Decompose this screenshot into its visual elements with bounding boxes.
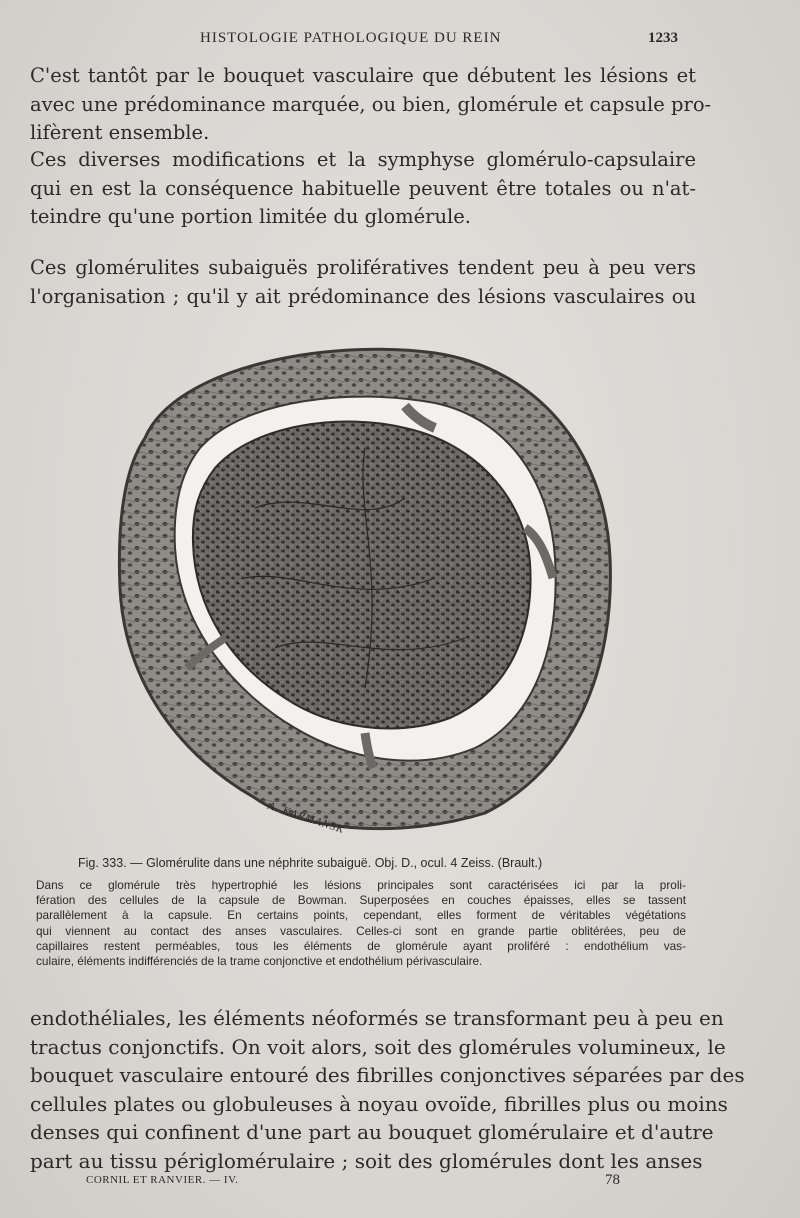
- text-line: part au tissu périglomérulaire ; soit des glomérules dont les anses: [30, 1148, 703, 1173]
- running-title: HISTOLOGIE PATHOLOGIQUE DU REIN: [200, 30, 502, 46]
- caption-line: Dans ce glomérule très hypertrophié les lésions principales sont caractérisées ici par la proli-: [36, 878, 686, 892]
- text-line: l'organisation ; qu'il y ait prédominance des lésions vasculaires ou: [30, 284, 696, 308]
- caption-line: qui viennent au contact des anses vasculaires. Celles-ci sont en grande partie oblitérées, peu de: [36, 923, 686, 938]
- caption-line: culaire, éléments indifférenciés de la trame conjonctive et endothélium périvasculaire.: [36, 953, 483, 968]
- text-line: teindre qu'une portion limitée du glomérule.: [30, 205, 471, 229]
- paragraph-2: [30, 146, 696, 232]
- text-line: cellules plates ou globuleuses à noyau ovoïde, fibrilles plus ou moins: [30, 1091, 728, 1116]
- text-line: C'est tantôt par le bouquet vasculaire que débutent les lésions et: [30, 64, 696, 87]
- figure-caption-body: [36, 878, 686, 969]
- glomerulus-illustration: [105, 328, 620, 838]
- caption-line: parallèlement à la capsule. En certains points, cependant, elles forment de véritables végétations: [36, 908, 686, 923]
- caption-line: fération des cellules de la capsule de Bowman. Superposées en couches épaisses, elles se tassent: [36, 893, 686, 908]
- page-header: [0, 30, 800, 54]
- page-footer: [0, 1172, 800, 1192]
- text-line: qui en est la conséquence habituelle peuvent être totales ou n'at-: [30, 176, 696, 200]
- text-line: Ces diverses modifications et la symphyse glomérulo-capsulaire: [30, 148, 696, 171]
- text-line: avec une prédominance marquée, ou bien, glomérule et capsule pro-: [30, 92, 712, 116]
- page-number: 1233: [648, 30, 678, 46]
- figure-caption-title: Fig. 333. — Glomérulite dans une néphrite subaiguë. Obj. D., ocul. 4 Zeiss. (Brault.): [78, 856, 543, 870]
- caption-line: capillaires restent perméables, tous les éléments de glomérule ayant proliféré : endothélium vas-: [36, 938, 686, 953]
- text-line: tractus conjonctifs. On voit alors, soit des glomérules volumineux, le: [30, 1034, 726, 1059]
- illustrator-signature: A. KARMANSK: [266, 800, 347, 837]
- paragraph-3: [30, 254, 696, 311]
- text-line: denses qui confinent d'une part au bouquet glomérulaire et d'autre: [30, 1120, 714, 1145]
- paragraph-1: [30, 62, 712, 148]
- footer-label: CORNIL ET RANVIER. — IV.: [86, 1174, 239, 1186]
- paragraph-4: [30, 1004, 745, 1176]
- text-line: lifèrent ensemble.: [30, 121, 210, 145]
- text-line: endothéliales, les éléments néoformés se transformant peu à peu en: [30, 1006, 724, 1030]
- text-line: Ces glomérulites subaiguës prolifératives tendent peu à peu vers: [30, 256, 696, 279]
- text-line: bouquet vasculaire entouré des fibrilles conjonctives séparées par des: [30, 1063, 745, 1088]
- signature-mark: 78: [605, 1172, 620, 1188]
